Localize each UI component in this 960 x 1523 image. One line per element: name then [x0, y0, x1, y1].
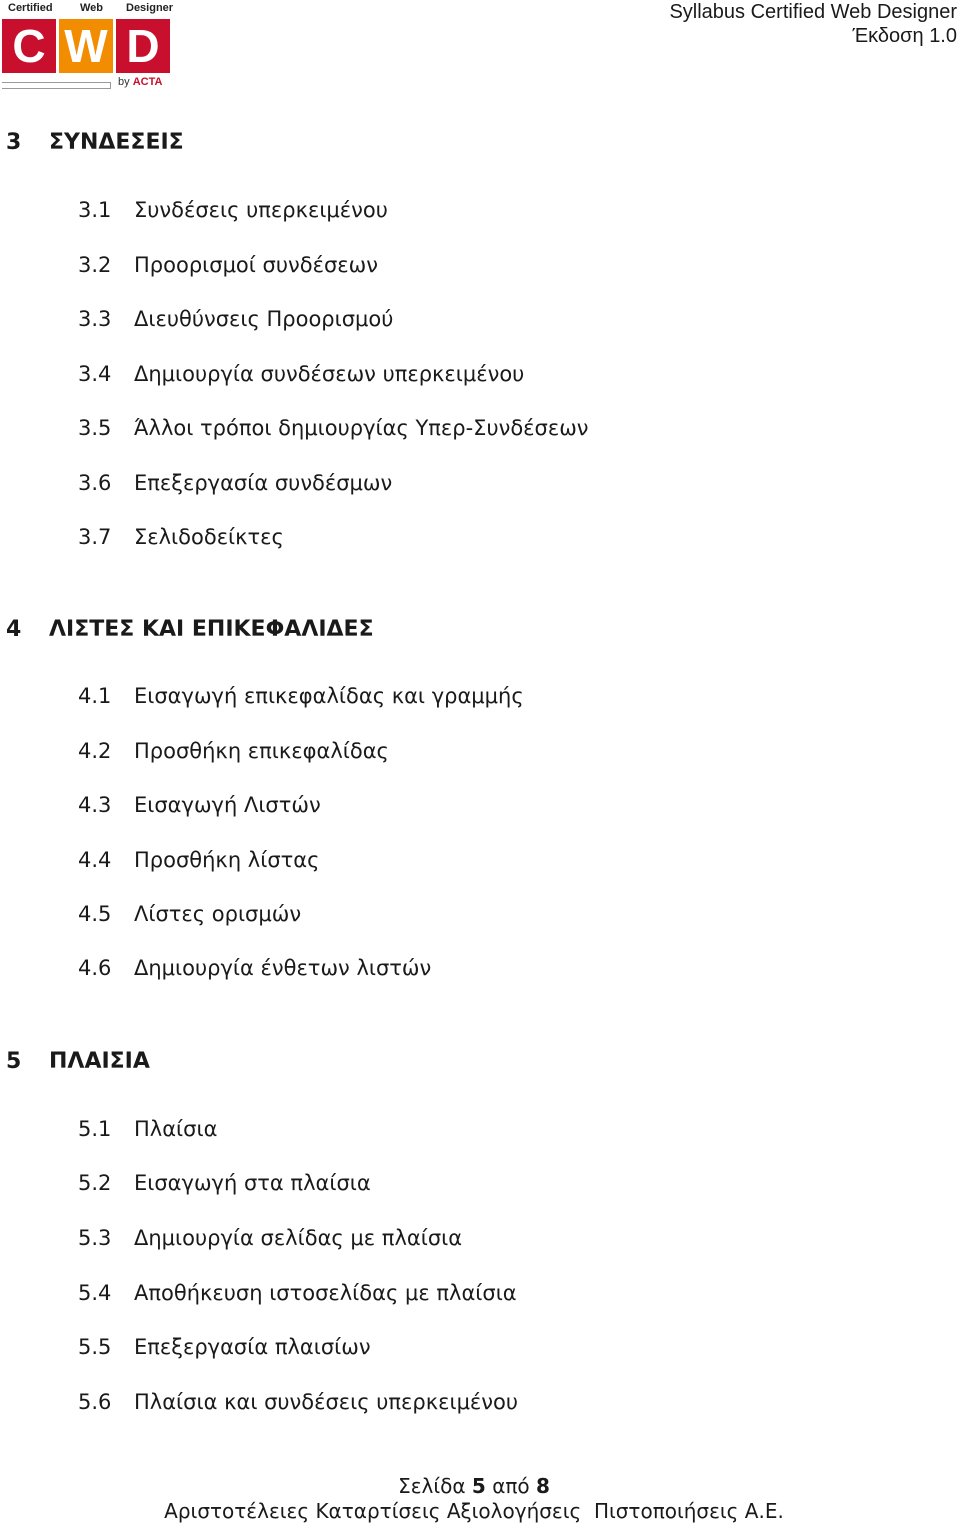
- item-number: 4.2: [78, 739, 112, 763]
- page-prefix: Σελίδα: [398, 1474, 466, 1498]
- logo-letter-d: D: [116, 19, 170, 73]
- page-number: [0, 1474, 954, 1498]
- cwd-logo: [2, 2, 174, 92]
- page-total: 8: [536, 1474, 550, 1498]
- page-of: από: [492, 1474, 530, 1498]
- section-number: 4: [6, 617, 22, 642]
- logo-letter-w: W: [59, 19, 113, 73]
- item-number: 5.5: [78, 1335, 112, 1359]
- item-text: Προσθήκη λίστας: [134, 848, 320, 872]
- item-number: 5.2: [78, 1171, 112, 1195]
- item-number: 3.5: [78, 416, 112, 440]
- item-number: 3.1: [78, 198, 112, 222]
- item-text: Αποθήκευση ιστοσελίδας με πλαίσια: [134, 1281, 517, 1305]
- item-number: 3.4: [78, 362, 112, 386]
- item-number: 5.3: [78, 1226, 112, 1250]
- item-text: Εισαγωγή στα πλαίσια: [134, 1171, 371, 1195]
- item-number: 3.7: [78, 525, 112, 549]
- section-title: ΣΥΝΔΕΣΕΙΣ: [49, 130, 184, 155]
- item-number: 4.5: [78, 902, 112, 926]
- item-text: Δημιουργία συνδέσεων υπερκειμένου: [134, 362, 525, 386]
- section-title: ΛΙΣΤΕΣ ΚΑΙ ΕΠΙΚΕΦΑΛΙΔΕΣ: [49, 617, 374, 642]
- section-title: ΠΛΑΙΣΙΑ: [49, 1049, 150, 1074]
- logo-word-web: Web: [80, 2, 104, 14]
- logo-by-acta: [118, 76, 162, 88]
- item-number: 5.1: [78, 1117, 112, 1141]
- logo-by-prefix: by: [118, 76, 130, 88]
- item-number: 4.3: [78, 793, 112, 817]
- item-number: 3.6: [78, 471, 112, 495]
- section-number: 3: [6, 130, 22, 155]
- logo-top-words: [8, 2, 174, 16]
- item-number: 4.6: [78, 956, 112, 980]
- item-number: 5.4: [78, 1281, 112, 1305]
- item-text: Διευθύνσεις Προορισμού: [134, 307, 394, 331]
- logo-underline: [2, 82, 111, 89]
- item-text: Επεξεργασία συνδέσμων: [134, 471, 393, 495]
- footer-organization: Αριστοτέλειες Καταρτίσεις Αξιολογήσεις Πιστοποιήσεις Α.Ε.: [164, 1499, 784, 1523]
- item-text: Εισαγωγή Λιστών: [134, 793, 321, 817]
- item-number: 5.6: [78, 1390, 112, 1414]
- item-number: 4.4: [78, 848, 112, 872]
- logo-word-certified: Certified: [8, 2, 53, 14]
- header-meta: [669, 0, 957, 48]
- item-text: Πλαίσια και συνδέσεις υπερκειμένου: [134, 1390, 519, 1414]
- item-number: 3.2: [78, 253, 112, 277]
- item-text: Σελιδοδείκτες: [134, 525, 284, 549]
- doc-title: Syllabus Certified Web Designer: [669, 1, 957, 23]
- page-current: 5: [471, 1474, 486, 1498]
- item-text: Δημιουργία ένθετων λιστών: [134, 956, 432, 980]
- item-number: 4.1: [78, 684, 112, 708]
- logo-brand: ACTA: [132, 76, 163, 88]
- item-text: Πλαίσια: [134, 1117, 218, 1141]
- item-text: Λίστες ορισμών: [134, 902, 302, 926]
- logo-letter-c: C: [2, 19, 56, 73]
- section-number: 5: [6, 1049, 22, 1074]
- item-number: 3.3: [78, 307, 112, 331]
- item-text: Εισαγωγή επικεφαλίδας και γραμμής: [134, 684, 524, 708]
- doc-version: Έκδοση 1.0: [852, 25, 957, 47]
- item-text: Άλλοι τρόποι δημιουργίας Υπερ-Συνδέσεων: [134, 416, 589, 440]
- item-text: Προορισμοί συνδέσεων: [134, 253, 378, 277]
- item-text: Δημιουργία σελίδας με πλαίσια: [134, 1226, 463, 1250]
- item-text: Συνδέσεις υπερκειμένου: [134, 198, 388, 222]
- item-text: Επεξεργασία πλαισίων: [134, 1335, 371, 1359]
- item-text: Προσθήκη επικεφαλίδας: [134, 739, 389, 763]
- logo-word-designer: Designer: [126, 2, 174, 14]
